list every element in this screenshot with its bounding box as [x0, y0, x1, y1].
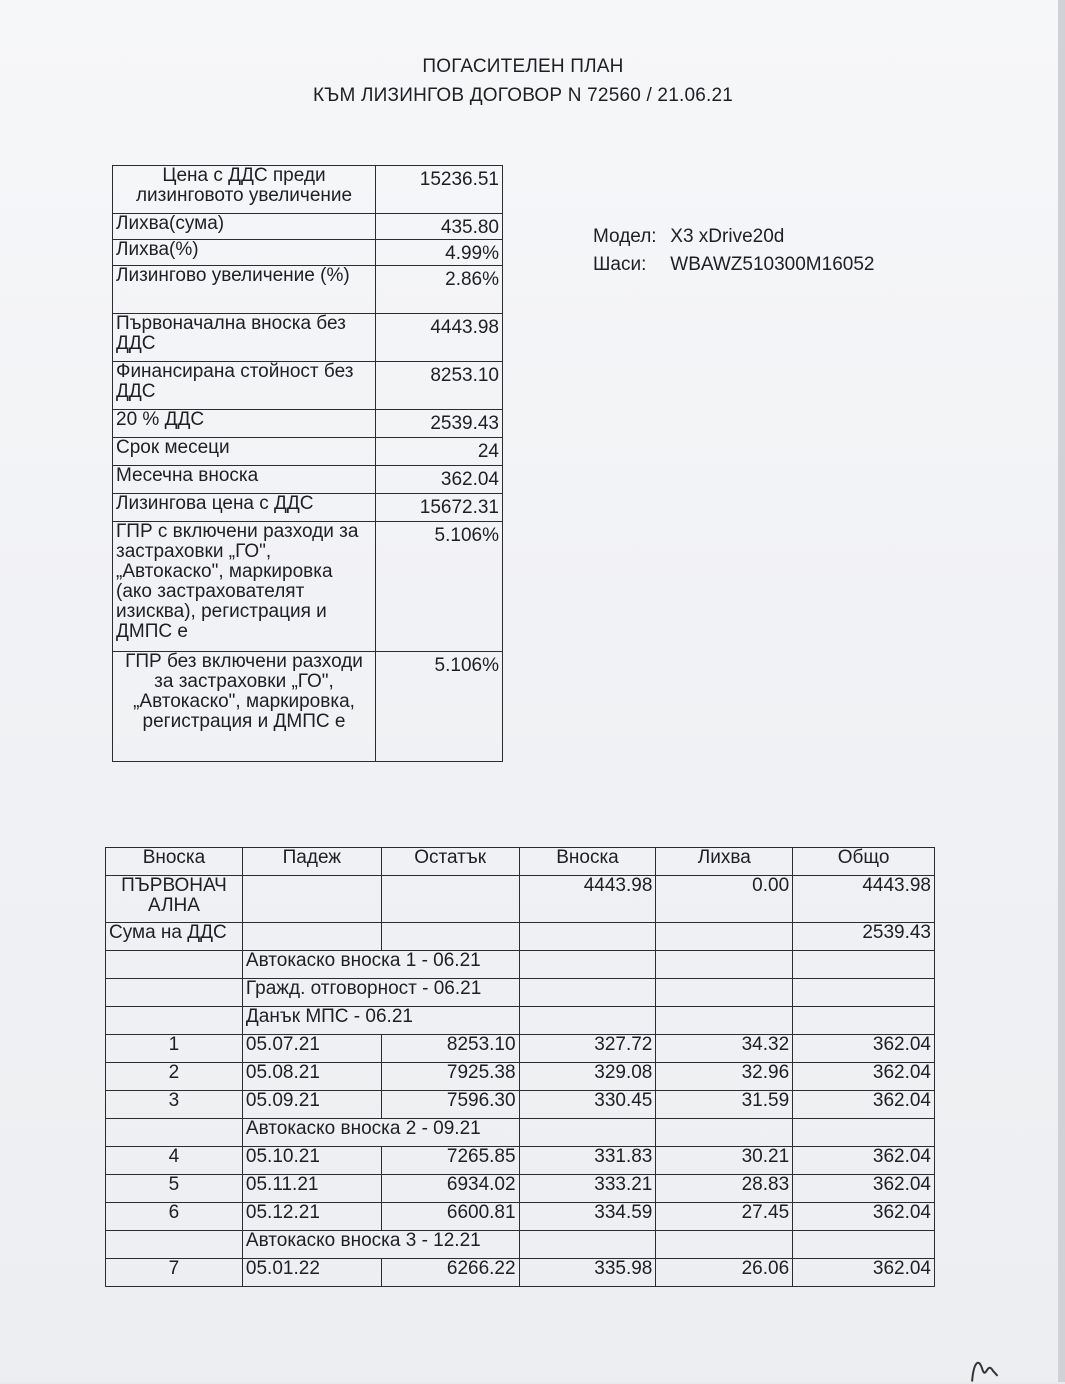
empty-cell [793, 1007, 935, 1035]
row-interest: 26.06 [656, 1259, 793, 1287]
row-no: 7 [106, 1259, 243, 1287]
row-installment: 329.08 [519, 1063, 656, 1091]
summary-value: 2539.43 [376, 410, 503, 438]
row-installment: 335.98 [519, 1259, 656, 1287]
row-balance: 6266.22 [381, 1259, 519, 1287]
row-due: 05.07.21 [242, 1035, 381, 1063]
row-interest: 31.59 [656, 1091, 793, 1119]
empty-cell [381, 876, 519, 923]
empty-cell [519, 923, 656, 951]
col-header: Общо [793, 848, 935, 876]
summary-row [113, 410, 503, 438]
row-interest: 30.21 [656, 1147, 793, 1175]
col-header: Остатък [381, 848, 519, 876]
col-header: Вноска [106, 848, 243, 876]
summary-row [113, 522, 503, 652]
summary-row [113, 438, 503, 466]
empty-cell [242, 923, 381, 951]
empty-cell [656, 1119, 793, 1147]
summary-row [113, 166, 503, 214]
empty-cell [519, 1007, 656, 1035]
note-text: Гражд. отговорност - 06.21 [242, 979, 519, 1007]
empty-cell [656, 1231, 793, 1259]
row-installment: 331.83 [519, 1147, 656, 1175]
document-title: ПОГАСИТЕЛЕН ПЛАН [422, 56, 624, 77]
row-balance: 7925.38 [381, 1063, 519, 1091]
row-total: 362.04 [793, 1063, 935, 1091]
vehicle-model [593, 226, 784, 248]
summary-value: 4443.98 [376, 314, 503, 362]
row-total: 362.04 [793, 1147, 935, 1175]
empty-cell [106, 1231, 243, 1259]
row-balance: 7596.30 [381, 1091, 519, 1119]
row-due: 05.09.21 [242, 1091, 381, 1119]
note-text: Автокаско вноска 1 - 06.21 [242, 951, 519, 979]
summary-row [113, 494, 503, 522]
chassis-label: Шаси: [593, 254, 647, 275]
summary-value: 5.106% [376, 522, 503, 652]
summary-value: 15672.31 [376, 494, 503, 522]
empty-cell [793, 1119, 935, 1147]
row-interest: 28.83 [656, 1175, 793, 1203]
empty-cell [793, 979, 935, 1007]
note-text: Автокаско вноска 2 - 09.21 [242, 1119, 519, 1147]
summary-label: ГПР с включени разходи за застраховки „ГО", „Автокаско", маркировка (ако застрахователят изисква), регистрация и ДМПС е [113, 522, 376, 652]
row-interest: 32.96 [656, 1063, 793, 1091]
summary-label: Цена с ДДС преди лизинговото увеличение [113, 166, 376, 214]
empty-cell [381, 923, 519, 951]
summary-label: Срок месеци [113, 438, 376, 466]
summary-table [112, 165, 503, 762]
note-text: Автокаско вноска 3 - 12.21 [242, 1231, 519, 1259]
summary-row [113, 362, 503, 410]
schedule-row [106, 1175, 935, 1203]
summary-label: ГПР без включени разходи за застраховки „ГО", „Автокаско", маркировка, регистрация и ДМПС е [113, 652, 376, 762]
empty-cell [793, 1231, 935, 1259]
empty-cell [656, 1007, 793, 1035]
row-installment: 327.72 [519, 1035, 656, 1063]
empty-cell [106, 1007, 243, 1035]
row-total: 362.04 [793, 1259, 935, 1287]
summary-value: 4.99% [376, 240, 503, 266]
model-value: X3 xDrive20d [670, 226, 785, 247]
schedule-note-row [106, 1231, 935, 1259]
row-due: 05.08.21 [242, 1063, 381, 1091]
chassis-value: WBAWZ510300M16052 [670, 254, 875, 275]
summary-label: Първоначална вноска без ДДС [113, 314, 376, 362]
document-subtitle: КЪМ ЛИЗИНГОВ ДОГОВОР N 72560 / 21.06.21 [313, 85, 733, 106]
row-no: 2 [106, 1063, 243, 1091]
empty-cell [106, 951, 243, 979]
summary-row [113, 466, 503, 494]
schedule-row [106, 1091, 935, 1119]
schedule-note-row [106, 951, 935, 979]
summary-label: Лизингово увеличение (%) [113, 266, 376, 314]
row-no: 3 [106, 1091, 243, 1119]
summary-label: Лихва(сума) [113, 214, 376, 240]
empty-cell [793, 951, 935, 979]
summary-row [113, 214, 503, 240]
row-due: 05.10.21 [242, 1147, 381, 1175]
row-due: 05.12.21 [242, 1203, 381, 1231]
initial-total: 4443.98 [793, 876, 935, 923]
summary-label: 20 % ДДС [113, 410, 376, 438]
row-total: 362.04 [793, 1175, 935, 1203]
summary-value: 8253.10 [376, 362, 503, 410]
row-balance: 6600.81 [381, 1203, 519, 1231]
summary-value: 5.106% [376, 652, 503, 762]
empty-cell [519, 979, 656, 1007]
row-no: 4 [106, 1147, 243, 1175]
summary-row [113, 266, 503, 314]
schedule-row [106, 1147, 935, 1175]
summary-label: Финансирана стойност без ДДС [113, 362, 376, 410]
summary-row [113, 314, 503, 362]
summary-value: 2.86% [376, 266, 503, 314]
empty-cell [106, 1119, 243, 1147]
model-label: Модел: [593, 226, 657, 247]
summary-value: 362.04 [376, 466, 503, 494]
row-balance: 6934.02 [381, 1175, 519, 1203]
note-text: Данък МПС - 06.21 [242, 1007, 519, 1035]
empty-cell [106, 979, 243, 1007]
row-no: 5 [106, 1175, 243, 1203]
row-no: 6 [106, 1203, 243, 1231]
initial-interest: 0.00 [656, 876, 793, 923]
row-installment: 330.45 [519, 1091, 656, 1119]
vat-total: 2539.43 [793, 923, 935, 951]
summary-value: 24 [376, 438, 503, 466]
summary-value: 15236.51 [376, 166, 503, 214]
schedule-row [106, 1203, 935, 1231]
vehicle-chassis [593, 254, 874, 276]
row-due: 05.01.22 [242, 1259, 381, 1287]
schedule-row [106, 1063, 935, 1091]
row-no: 1 [106, 1035, 243, 1063]
schedule-row-vat [106, 923, 935, 951]
row-balance: 7265.85 [381, 1147, 519, 1175]
summary-row [113, 652, 503, 762]
summary-label: Лизингова цена с ДДС [113, 494, 376, 522]
schedule-header [106, 848, 935, 876]
empty-cell [519, 1119, 656, 1147]
row-installment: 334.59 [519, 1203, 656, 1231]
summary-value: 435.80 [376, 214, 503, 240]
summary-label: Месечна вноска [113, 466, 376, 494]
schedule-row [106, 1259, 935, 1287]
col-header: Лихва [656, 848, 793, 876]
row-interest: 34.32 [656, 1035, 793, 1063]
row-due: 05.11.21 [242, 1175, 381, 1203]
page-edge [1058, 0, 1065, 1382]
initial-label: ПЪРВОНАЧ АЛНА [106, 876, 243, 923]
initial-installment: 4443.98 [519, 876, 656, 923]
schedule-row [106, 1035, 935, 1063]
empty-cell [242, 876, 381, 923]
empty-cell [519, 1231, 656, 1259]
row-total: 362.04 [793, 1091, 935, 1119]
empty-cell [656, 979, 793, 1007]
row-interest: 27.45 [656, 1203, 793, 1231]
schedule-note-row [106, 979, 935, 1007]
empty-cell [656, 923, 793, 951]
row-installment: 333.21 [519, 1175, 656, 1203]
schedule-table [105, 847, 935, 1287]
empty-cell [656, 951, 793, 979]
vat-label: Сума на ДДС [106, 923, 243, 951]
summary-row [113, 240, 503, 266]
col-header: Вноска [519, 848, 656, 876]
row-balance: 8253.10 [381, 1035, 519, 1063]
schedule-row-initial [106, 876, 935, 923]
schedule-note-row [106, 1119, 935, 1147]
row-total: 362.04 [793, 1035, 935, 1063]
empty-cell [519, 951, 656, 979]
schedule-note-row [106, 1007, 935, 1035]
row-total: 362.04 [793, 1203, 935, 1231]
col-header: Падеж [242, 848, 381, 876]
summary-label: Лихва(%) [113, 240, 376, 266]
